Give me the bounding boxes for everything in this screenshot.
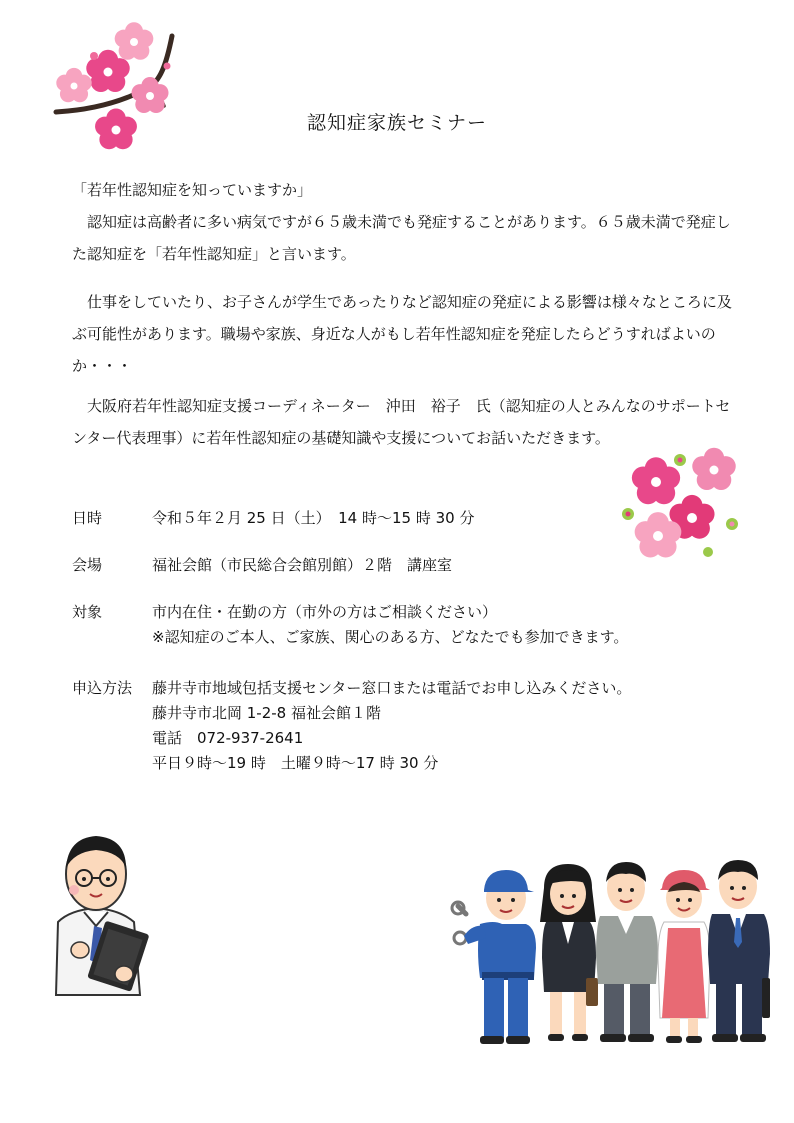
doctor-illustration: [50, 830, 160, 995]
target-line-2: ※認知症のご本人、ご家族、関心のある方、どなたでも参加できます。: [152, 628, 629, 646]
man-suit-figure: [708, 860, 770, 1042]
intro-paragraph-1: 認知症は高齢者に多い病気ですが６５歳未満でも発症することがあります。６５歳未満で発症した認知症を「若年性認知症」と言います。: [72, 213, 731, 263]
workers-group-illustration: [450, 858, 770, 1048]
venue-value: 福祉会館（市民総合会館別館）２階 講座室: [152, 556, 453, 574]
plum-branch-illustration: [52, 26, 182, 156]
target-value: [152, 600, 628, 650]
plum-cluster-illustration: [622, 448, 744, 560]
apply-value: [152, 676, 631, 776]
intro-paragraph-2: 仕事をしていたり、お子さんが学生であったりなど認知症の発症による影響は様々なところに及ぶ可能性があります。職場や家族、身近な人がもし若年性認知症を発症したらどうすればよいのか・・・: [72, 293, 732, 375]
intro-paragraph-3: 大阪府若年性認知症支援コーディネーター 沖田 裕子 氏（認知症の人とみんなのサポートセンター代表理事）に若年性認知症の基礎知識や支援についてお話いただきます。: [72, 397, 731, 447]
apply-line-2: 藤井寺市北岡 1-2-8 福祉会館１階: [152, 704, 381, 722]
apply-label: 申込方法: [72, 679, 133, 697]
worker-figure: [452, 870, 536, 1044]
apply-line-4: 平日９時～19 時 土曜９時～17 時 30 分: [152, 754, 439, 772]
date-label: 日時: [72, 509, 103, 527]
date-value: 令和５年２月 25 日（土） 14 時～15 時 30 分: [152, 509, 475, 527]
page-title: 認知症家族セミナー: [306, 112, 487, 134]
intro-heading: 「若年性認知症を知っていますか」: [72, 181, 313, 199]
man-grey-figure: [596, 862, 658, 1042]
apply-line-1: 藤井寺市地域包括支援センター窓口または電話でお申し込みください。: [152, 679, 632, 697]
venue-label: 会場: [72, 556, 103, 574]
woman-figure: [540, 864, 598, 1041]
target-label: 対象: [72, 603, 103, 621]
apply-line-3: 電話 072-937-2641: [152, 729, 304, 747]
target-line-1: 市内在住・在勤の方（市外の方はご相談ください）: [152, 603, 498, 621]
woman-apron-figure: [658, 870, 710, 1043]
